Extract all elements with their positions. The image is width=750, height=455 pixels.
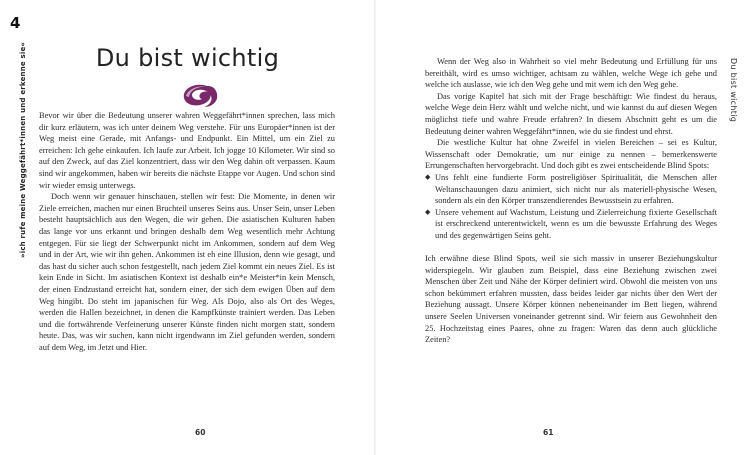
page-number-right: 61 <box>543 428 554 437</box>
running-head-left-text: »ich rufe meine Weggefährt*innen und erkenne sie« <box>19 41 27 258</box>
list-item-text: Uns fehlt eine fundierte Form postreligiöser Spiritualität, die Menschen aller Weltanschauungen dazu animiert, sich nicht nur als materiell-physische Wesen, sondern als ein den Körper transzendierendes Bewusstsein zu erfahren. <box>435 172 717 206</box>
running-head-left <box>19 40 31 440</box>
running-head-right-text: Du bist wichtig <box>729 58 738 123</box>
chapter-number: 4 <box>10 14 21 32</box>
diamond-bullet-icon: ◆ <box>425 207 431 216</box>
right-paragraph-2: Das vorige Kapitel hat sich mit der Frage beschäftigt: Wie findest du heraus, welche Wege dein Herz wählt und welche nicht, und wie kannst du auf diesen Wegen möglichst tiefe und wahre Freude erfahren? In diesem Abschnitt geht es um die Bedeutung deiner wahren Weggefährt*innen, wie du sie findest und ehrst. <box>425 91 717 136</box>
list-item-text: Unsere vehement auf Wachstum, Leistung und Zielerreichung fixierte Gesellschaft ist erschreckend unterentwickelt, wenn es um die bewusste Erfahrung des Weges und des gegenwärtigen Seins geht. <box>435 207 717 240</box>
swirl-logo-icon <box>176 80 222 110</box>
page-title: Du bist wichtig <box>95 44 280 72</box>
left-body-text <box>39 110 335 353</box>
left-paragraph-2: Doch wenn wir genauer hinschauen, stellen wir fest: Die Momente, in denen wir Ziele erreichen, machen nur einen Bruchteil unseres Seins aus. Unser Sein, unser Leben besteht hauptsächlich aus den Wegen, die wir gehen. Die asiatischen Kulturen haben das lange vor uns erkannt und bringen deshalb dem Weg wesentlich mehr Achtung entgegen. Für sie liegt der Schwerpunkt nicht im Ankommen, sondern auf dem Weg und in der Art, wie wir ihn gehen. Ankommen ist eh eine Illusion, denn wie gesagt, und das hast du sicher auch schon festgestellt, nach jedem Ziel kommt ein neues Ziel. Es ist kein Ende in Sicht. Im asiatischen Kontext ist deshalb ein*e Meister*in kein Mensch, der einen Endzustand erreicht hat, sondern einer, der sich dem ewigen Üben auf dem Weg hingibt. Do steht im japanischen für Weg. Als Dojo, also als Ort des Weges, werden die Hallen bezeichnet, in denen die Kampfkünste trainiert werden. Das Leben und die fortwährende Verfeinerung unserer Künste finden nicht morgen statt, sondern heute. Das, was wir suchen, kann nicht irgendwann im Ziel gefunden werden, sondern auf dem Weg, im Jetzt und Hier. <box>39 192 335 352</box>
left-paragraph-1: Bevor wir über die Bedeutung unserer wahren Weggefährt*innen sprechen, lass mich dir kurz erläutern, was ich unter deinem Weg verstehe. Für uns Europäer*innen ist der Weg meist eine Gerade, mit Anfangs- und Endpunkt. Ein Mittel, um ein Ziel zu erreichen: Ich gehe einkaufen. Ich laufe zur Arbeit. Ich jogge 10 Kilometer. Wir sind so auf den Zweck, auf das Ziel konzentriert, dass wir den Weg dahin oft verpassen. Kaum sind wir angekommen, haben wir bereits die nächste Etappe vor Augen. Und schon sind wir wieder emsig unterwegs. <box>39 111 335 190</box>
right-paragraph-1: Wenn der Weg also in Wahrheit so viel mehr Bedeutung und Erfüllung für uns bereithält, wird es umso wichtiger, achtsam zu wählen, welche Wege ich gehe und welche ich auslasse, wie ich den Weg gehe und mit wem ich den Weg gehe. <box>425 57 717 90</box>
running-head-right <box>726 58 740 258</box>
right-body-text <box>425 56 717 346</box>
right-paragraph-3: Die westliche Kultur hat ohne Zweifel in vielen Bereichen – sei es Kultur, Wissenschaft oder Demokratie, um nur einige zu nennen – bemerkenswerte Errungenschaften hervorgebracht. Und doch gibt es zwei entscheidende Blind Spots: <box>425 138 717 171</box>
page-number-left: 60 <box>195 428 206 437</box>
book-gutter <box>374 0 376 455</box>
list-item <box>425 207 717 242</box>
blind-spots-list <box>425 172 717 242</box>
list-item <box>425 172 717 207</box>
diamond-bullet-icon: ◆ <box>425 172 431 181</box>
right-paragraph-4: Ich erwähne diese Blind Spots, weil sie sich massiv in unserer Beziehungskultur widerspiegeln. Wir glauben zum Beispiel, dass eine Beziehung zwischen zwei Menschen über Zeit und Nähe der Körper definiert wird. Obwohl die meisten von uns schon bekümmert erfahren mussten, dass beides leider gar nichts über den Wert der Beziehung aussagt. Unsere Körper können nebeneinander im Bett liegen, während unsere Seelen Universen voneinander getrennt sind. Wir feiern aus Gewohnheit den 25. Hochzeitstag eines Paares, ohne zu fragen: Waren das denn auch glückliche Zeiten? <box>425 254 717 345</box>
